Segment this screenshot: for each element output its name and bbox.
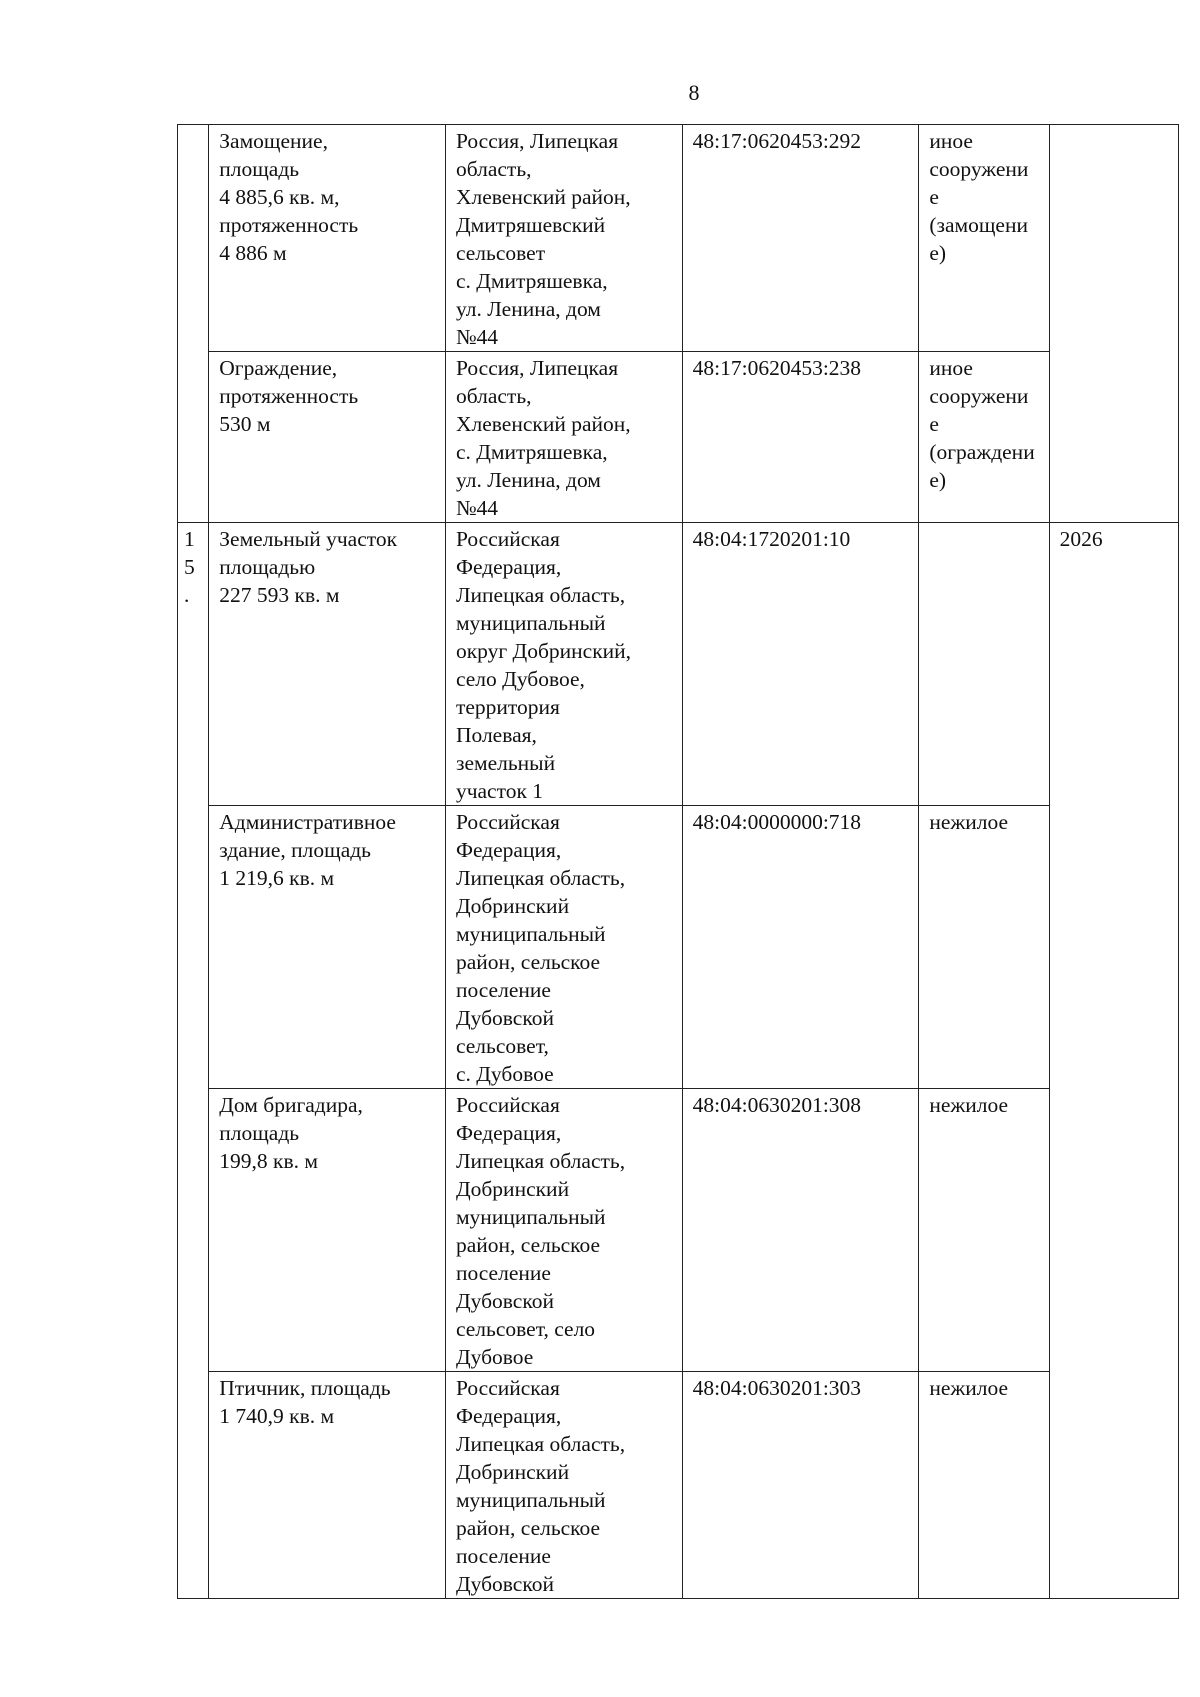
row-number-cell — [178, 125, 209, 523]
object-type-cell: нежилое — [919, 1372, 1049, 1599]
table-row — [178, 523, 1179, 806]
cadastral-number-cell: 48:17:0620453:238 — [682, 352, 919, 523]
cadastral-number-cell: 48:04:0630201:303 — [682, 1372, 919, 1599]
object-cell: Административное здание, площадь 1 219,6 кв. м — [209, 806, 446, 1089]
table-row — [178, 1089, 1179, 1372]
cadastral-number-cell: 48:04:0000000:718 — [682, 806, 919, 1089]
object-cell: Дом бригадира, площадь 199,8 кв. м — [209, 1089, 446, 1372]
page-number: 8 — [688, 80, 700, 105]
address-cell: Российская Федерация, Липецкая область, муниципальный округ Добринский, село Дубовое, территория Полевая, земельный участок 1 — [445, 523, 682, 806]
table-row — [178, 125, 1179, 352]
object-cell: Ограждение, протяженность 530 м — [209, 352, 446, 523]
address-cell: Российская Федерация, Липецкая область, Добринский муниципальный район, сельское поселение Дубовской сельсовет, село Дубовое — [445, 1089, 682, 1372]
object-type-cell: нежилое — [919, 806, 1049, 1089]
object-type-cell: нежилое — [919, 1089, 1049, 1372]
cadastral-number-cell: 48:17:0620453:292 — [682, 125, 919, 352]
object-type-cell — [919, 523, 1049, 806]
table-row — [178, 352, 1179, 523]
object-cell: Земельный участок площадью 227 593 кв. м — [209, 523, 446, 806]
property-table — [177, 124, 1179, 1599]
address-cell: Российская Федерация, Липецкая область, Добринский муниципальный район, сельское поселение Дубовской — [445, 1372, 682, 1599]
cadastral-number-cell: 48:04:1720201:10 — [682, 523, 919, 806]
table-row — [178, 1372, 1179, 1599]
table-row — [178, 806, 1179, 1089]
year-cell — [1049, 125, 1178, 523]
object-type-cell: иное сооружени е (замощени е) — [919, 125, 1049, 352]
object-cell: Замощение, площадь 4 885,6 кв. м, протяженность 4 886 м — [209, 125, 446, 352]
address-cell: Российская Федерация, Липецкая область, Добринский муниципальный район, сельское поселение Дубовской сельсовет, с. Дубовое — [445, 806, 682, 1089]
address-cell: Россия, Липецкая область, Хлевенский район, с. Дмитряшевка, ул. Ленина, дом №44 — [445, 352, 682, 523]
object-type-cell: иное сооружени е (ограждени е) — [919, 352, 1049, 523]
row-number-cell: 15. — [178, 523, 209, 1599]
cadastral-number-cell: 48:04:0630201:308 — [682, 1089, 919, 1372]
object-cell: Птичник, площадь 1 740,9 кв. м — [209, 1372, 446, 1599]
address-cell: Россия, Липецкая область, Хлевенский район, Дмитряшевский сельсовет с. Дмитряшевка, ул. Ленина, дом №44 — [445, 125, 682, 352]
year-cell: 2026 — [1049, 523, 1178, 1599]
